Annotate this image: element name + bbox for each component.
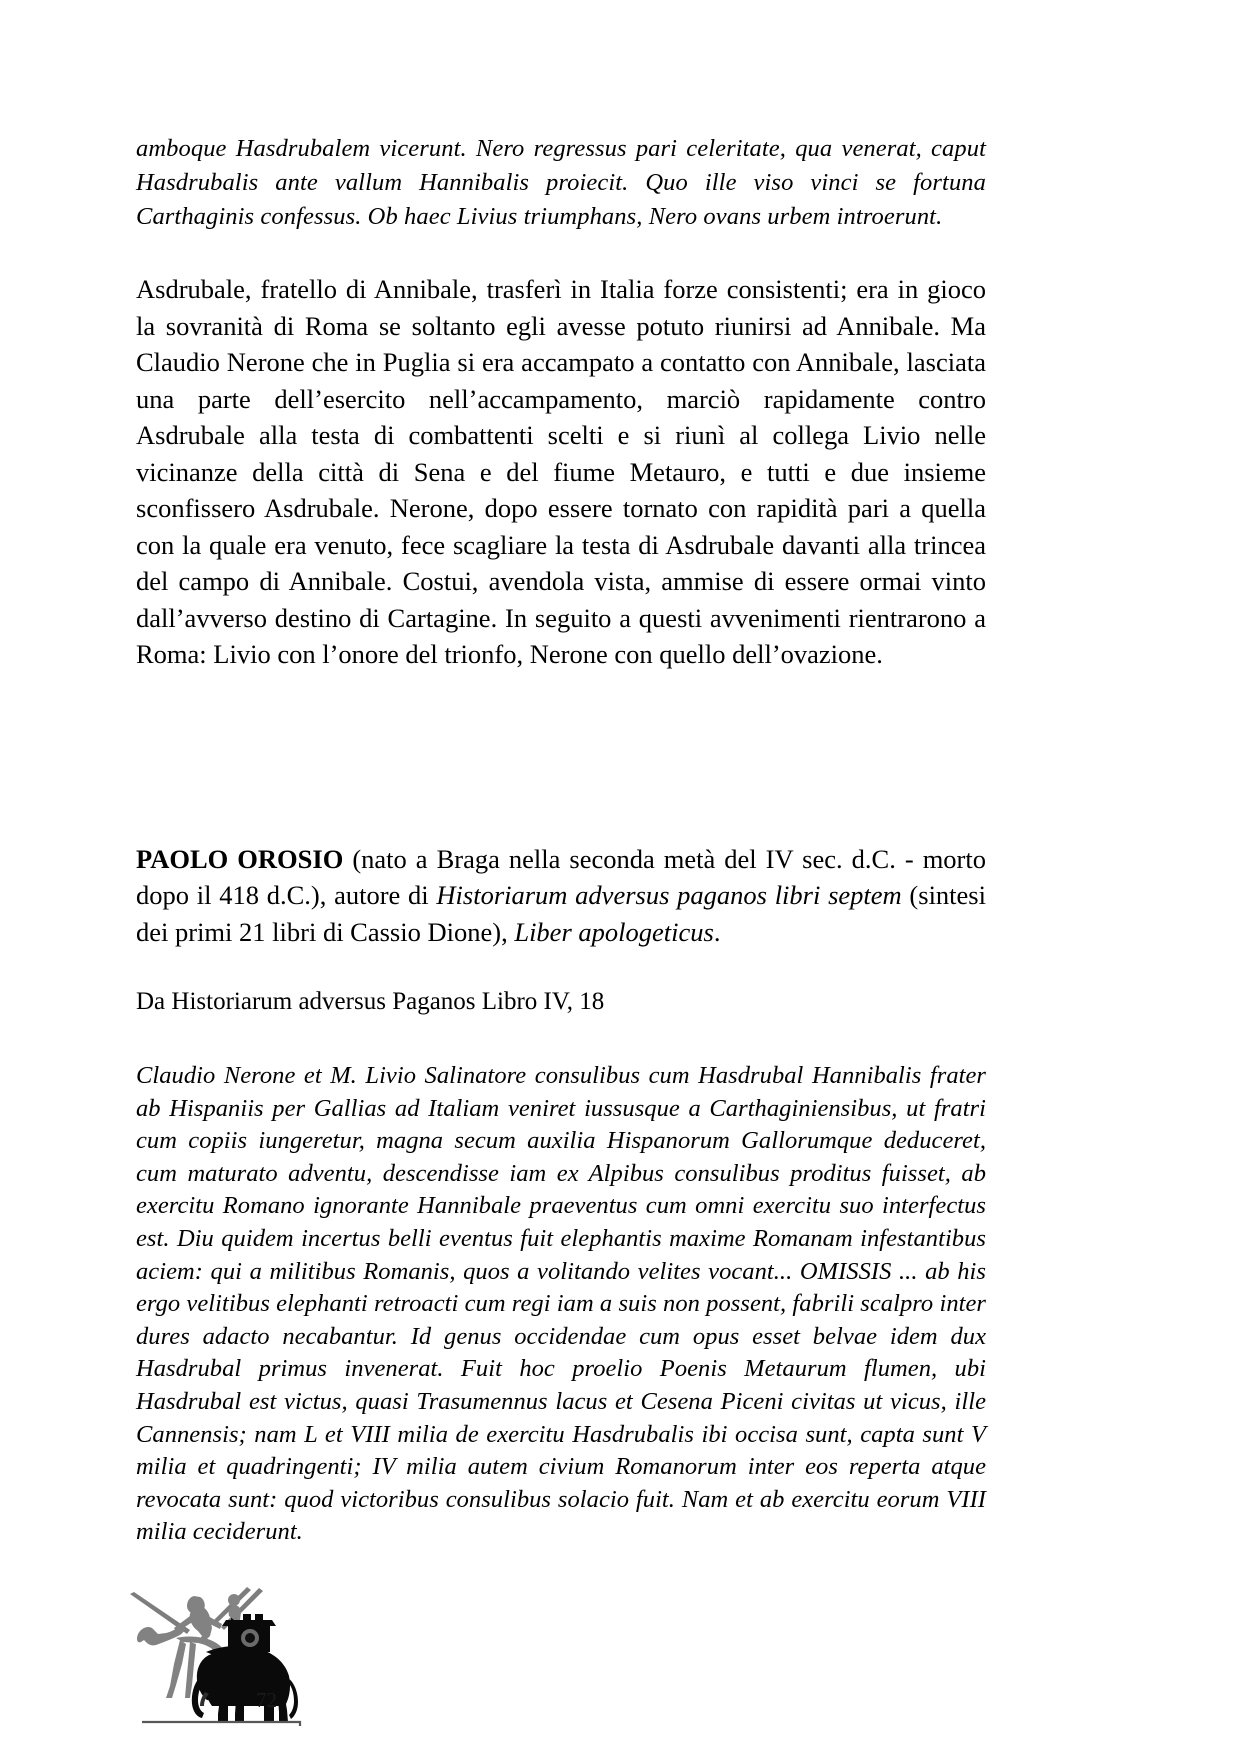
latin-quote-paragraph: Claudio Nerone et M. Livio Salinatore consulibus cum Hasdrubal Hannibalis frater ab Hispaniis per Gallias ad Italiam veniret iussusque a Carthaginiensibus, ut fratri cum copiis iungeretur, magna secum auxilia Hispanorum Gallorumque deduceret, cum maturato adventu, descendisse iam ex Alpibus consulibus proditus fuisset, ab exercitu Romano ignorante Hannibale praeventus cum omni exercitu suo interfectus est. Diu quidem incertus belli eventus fuit elephantis maxime Romanam infestantibus aciem: qui a militibus Romanis, quos a volitando velites vocant... OMISSIS ... ab his ergo velitibus elephanti retroacti cum regi iam a suis non possent, fabrili scalpro inter dures adacto necabantur. Id genus occidendae cum opus esset belvae idem dux Hasdrubal primus invenerat. Fuit hoc proelio Poenis Metaurum flumen, ubi Hasdrubal est victus, quasi Trasumennus lacus et Cesena Piceni civitas ut vicus, ille Cannensis; nam L et VIII milia de exercitu Hasdrubalis ibi occisa sunt, capta sunt V milia et quadringenti; IV milia autem civium Romanorum inter eos reperta atque revocata sunt: quod victoribus consulibus solacio fuit. Nam et ab exercitu eorum VIII milia ceciderunt. [136, 1062, 986, 1546]
source-reference-line: Da Historiarum adversus Paganos Libro IV, 18 [136, 988, 605, 1015]
footer-illustration [128, 1586, 428, 1726]
italian-translation-paragraph: Asdrubale, fratello di Annibale, trasferì in Italia forze consistenti; era in gioco la sovranità di Roma se soltanto egli avesse potuto riunirsi ad Annibale. Ma Claudio Nerone che in Puglia si era accampato a contatto con Annibale, lasciata una parte dell’esercito nell’accampamento, marciò rapidamente contro Asdrubale alla testa di combattenti scelti e si riunì al collega Livio nelle vicinanze della città di Sena e del fiume Metauro, e tutti e due insieme sconfissero Asdrubale. Nerone, dopo essere tornato con rapidità pari a quella con la quale era venuto, fece scagliare la testa di Asdrubale davanti alla trincea del campo di Annibale. Costui, avendola vista, ammise di essere ormai vinto dall’avverso destino di Cartagine. In seguito a questi avvenimenti rientrarono a Roma: Livio con l’onore del trionfo, Nerone con quello dell’ovazione. [136, 274, 986, 669]
author-name: PAOLO OROSIO [136, 843, 344, 874]
page-number: 72 [256, 1688, 277, 1712]
work-title-secondary: Liber apologeticus [514, 916, 714, 947]
author-bio-part-1: (nato a Braga nella seconda metà del IV sec. d.C. - morto dopo il 418 d.C.), autore di [136, 843, 986, 910]
section-spacer [136, 673, 986, 841]
ground-line [142, 1722, 428, 1726]
page-content [136, 132, 986, 1549]
author-bio-part-3: . [713, 916, 721, 947]
latin-intro-paragraph: amboque Hasdrubalem vicerunt. Nero regressus pari celeritate, qua venerat, caput Hasdrubalis ante vallum Hannibalis proiecit. Quo ille viso vinci se fortuna Carthaginis confessus. Ob haec Livius triumphans, Nero ovans urbem introerunt. [136, 135, 986, 230]
work-title-primary: Historiarum adversus paganos libri septem [436, 880, 902, 910]
author-bio-part-2: (sintesi dei primi 21 libri di Cassio Dione), [136, 880, 986, 947]
orosio-author-heading [136, 841, 986, 951]
